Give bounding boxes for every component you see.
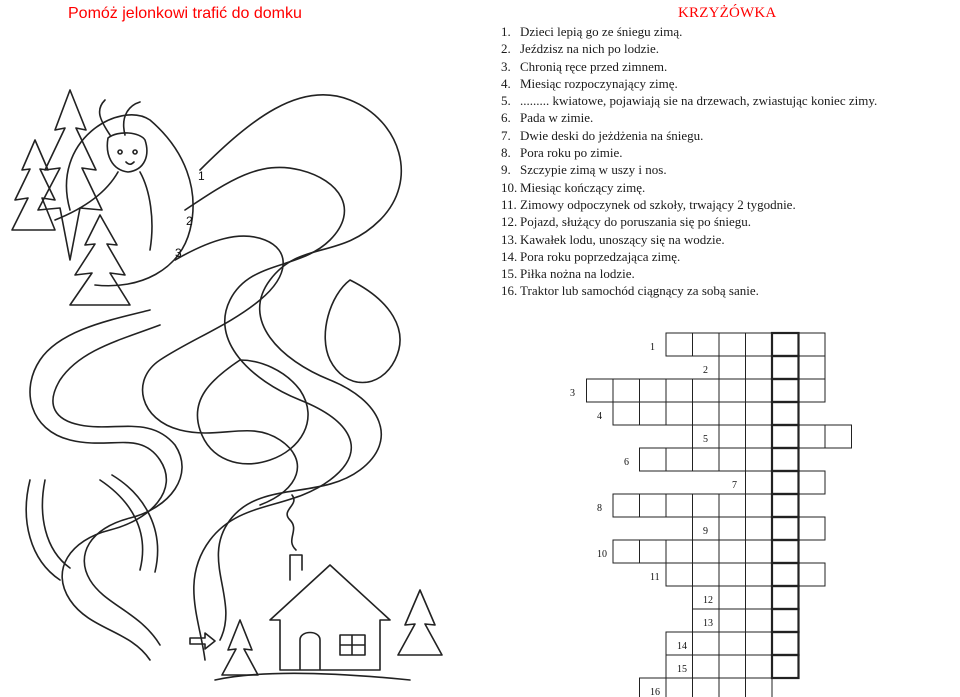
crossword-cell[interactable] [746, 586, 773, 609]
crossword-cell[interactable] [613, 494, 640, 517]
crossword-cell[interactable] [693, 402, 720, 425]
crossword-cell[interactable] [799, 563, 826, 586]
crossword-key-cell[interactable] [772, 586, 799, 609]
crossword-key-cell[interactable] [772, 333, 799, 356]
crossword-cell[interactable] [693, 563, 720, 586]
crossword-cell[interactable] [693, 655, 720, 678]
crossword-cell[interactable] [719, 448, 746, 471]
clue-text: Dwie deski do jeżdżenia na śniegu. [520, 127, 704, 143]
crossword-cell[interactable] [719, 494, 746, 517]
crossword-cell[interactable] [640, 379, 667, 402]
crossword-cell[interactable] [693, 632, 720, 655]
crossword-cell[interactable] [693, 333, 720, 356]
crossword-cell[interactable] [640, 402, 667, 425]
clue-text: ......... kwiatowe, pojawiają sie na drzewach, zwiastując koniec zimy. [520, 93, 878, 109]
crossword-cell[interactable] [719, 632, 746, 655]
crossword-cell[interactable] [666, 494, 693, 517]
crossword-key-cell[interactable] [772, 425, 799, 448]
crossword-cell[interactable] [746, 632, 773, 655]
clue-text: Pora roku po zimie. [520, 145, 623, 161]
clue-number: 6. [501, 110, 511, 126]
crossword-cell[interactable] [746, 563, 773, 586]
clue-number: 15. [501, 266, 518, 282]
crossword-cell[interactable] [719, 563, 746, 586]
crossword-row-number: 14 [677, 641, 687, 652]
crossword-row-number: 8 [597, 503, 602, 514]
clue-text: Kawałek lodu, unoszący się na wodzie. [520, 231, 725, 247]
maze-start-3: 3 [175, 246, 182, 260]
crossword-cell[interactable] [693, 494, 720, 517]
crossword-key-cell[interactable] [772, 632, 799, 655]
crossword-key-cell[interactable] [772, 609, 799, 632]
clue-number: 4. [501, 75, 511, 91]
crossword-cell[interactable] [746, 655, 773, 678]
crossword-cell[interactable] [693, 448, 720, 471]
crossword-row-number: 11 [650, 572, 660, 583]
crossword-row-number: 9 [703, 526, 708, 537]
clue-text: Traktor lub samochód ciągnący za sobą sanie. [520, 283, 759, 299]
crossword-cell[interactable] [613, 402, 640, 425]
crossword-cell[interactable] [746, 540, 773, 563]
crossword-cell[interactable] [666, 678, 693, 697]
clue-text: Pojazd, służący do poruszania się po śniegu. [520, 214, 752, 230]
crossword-cell[interactable] [719, 333, 746, 356]
crossword-cell[interactable] [719, 402, 746, 425]
crossword-cell[interactable] [693, 678, 720, 697]
crossword-cell[interactable] [799, 471, 826, 494]
crossword-cell[interactable] [587, 379, 614, 402]
crossword-cell[interactable] [746, 356, 773, 379]
crossword-cell[interactable] [666, 563, 693, 586]
crossword-cell[interactable] [799, 517, 826, 540]
crossword-row-number: 3 [570, 388, 575, 399]
crossword-cell[interactable] [719, 356, 746, 379]
crossword-cell[interactable] [719, 586, 746, 609]
crossword-cell[interactable] [746, 402, 773, 425]
clue-number: 7. [501, 127, 511, 143]
crossword-cell[interactable] [640, 540, 667, 563]
crossword-cell[interactable] [719, 678, 746, 697]
crossword-cell[interactable] [799, 379, 826, 402]
crossword-row-number: 13 [703, 618, 713, 629]
crossword-cell[interactable] [613, 379, 640, 402]
crossword-cell[interactable] [613, 540, 640, 563]
clue-number: 16. [501, 283, 518, 299]
crossword-cell[interactable] [693, 379, 720, 402]
crossword-cell[interactable] [719, 379, 746, 402]
crossword-key-cell[interactable] [772, 402, 799, 425]
crossword-row-number: 15 [677, 664, 687, 675]
crossword-cell[interactable] [825, 425, 852, 448]
clue-text: Chronią ręce przed zimnem. [520, 58, 668, 74]
crossword-cell[interactable] [719, 609, 746, 632]
crossword-row-number: 10 [597, 549, 607, 560]
crossword-cell[interactable] [799, 356, 826, 379]
clue-text: Miesiąc kończący zimę. [520, 179, 646, 195]
clue-text: Szczypie zimą w uszy i nos. [520, 162, 667, 178]
clue-number: 12. [501, 214, 518, 230]
crossword-cell[interactable] [746, 448, 773, 471]
maze-start-2: 2 [186, 214, 193, 228]
clue-number: 1. [501, 24, 511, 39]
crossword-row-number: 1 [650, 342, 655, 353]
crossword-cell[interactable] [719, 425, 746, 448]
crossword-title: KRZYŻÓWKA [678, 5, 777, 21]
crossword-key-cell[interactable] [772, 471, 799, 494]
crossword-cell[interactable] [719, 655, 746, 678]
crossword-cell[interactable] [746, 678, 773, 697]
clue-number: 14. [501, 248, 518, 264]
clue-number: 11. [501, 196, 517, 212]
crossword-cell[interactable] [666, 379, 693, 402]
crossword-key-cell[interactable] [772, 494, 799, 517]
clue-text: Pora roku poprzedzająca zimę. [520, 248, 681, 264]
maze-title: Pomóż jelonkowi trafić do domku [68, 5, 302, 22]
clue-number: 10. [501, 179, 518, 195]
crossword-cell[interactable] [746, 517, 773, 540]
crossword-cell[interactable] [719, 540, 746, 563]
clue-number: 8. [501, 145, 511, 161]
crossword-row-number: 5 [703, 434, 708, 445]
crossword-row-number: 12 [703, 595, 713, 606]
maze-start-1: 1 [198, 169, 205, 183]
crossword-key-cell[interactable] [772, 356, 799, 379]
crossword-cell[interactable] [746, 333, 773, 356]
clue-text: Zimowy odpoczynek od szkoły, trwający 2 tygodnie. [520, 196, 796, 212]
crossword-key-cell[interactable] [772, 448, 799, 471]
crossword-key-cell[interactable] [772, 655, 799, 678]
crossword-cell[interactable] [666, 333, 693, 356]
crossword-cell[interactable] [799, 333, 826, 356]
crossword-cell[interactable] [799, 425, 826, 448]
crossword-cell[interactable] [666, 402, 693, 425]
crossword-cell[interactable] [693, 540, 720, 563]
crossword-cell[interactable] [719, 517, 746, 540]
clue-number: 5. [501, 93, 511, 109]
crossword-cell[interactable] [666, 448, 693, 471]
crossword-cell[interactable] [746, 609, 773, 632]
crossword-cell[interactable] [746, 471, 773, 494]
crossword-key-cell[interactable] [772, 540, 799, 563]
crossword-cell[interactable] [746, 425, 773, 448]
clue-text: Miesiąc rozpoczynający zimę. [520, 75, 678, 91]
crossword-key-cell[interactable] [772, 517, 799, 540]
clue-number: 2. [501, 41, 511, 57]
crossword-row-number: 4 [597, 411, 602, 422]
crossword-cell[interactable] [640, 448, 667, 471]
clue-text: Dzieci lepią go ze śniegu zimą. [520, 24, 683, 39]
crossword-cell[interactable] [746, 494, 773, 517]
crossword-cell[interactable] [640, 494, 667, 517]
crossword-row-number: 7 [732, 480, 737, 491]
crossword-row-number: 16 [650, 687, 660, 697]
crossword-cell[interactable] [666, 540, 693, 563]
clue-text: Pada w zimie. [520, 110, 594, 126]
crossword-row-number: 2 [703, 365, 708, 376]
clue-number: 9. [501, 162, 511, 178]
clue-text: Piłka nożna na lodzie. [520, 266, 635, 282]
crossword-key-cell[interactable] [772, 563, 799, 586]
clue-text: Jeździsz na nich po lodzie. [520, 41, 659, 57]
crossword-key-cell[interactable] [772, 379, 799, 402]
clue-number: 13. [501, 231, 518, 247]
clue-number: 3. [501, 58, 511, 74]
crossword-row-number: 6 [624, 457, 629, 468]
crossword-cell[interactable] [746, 379, 773, 402]
